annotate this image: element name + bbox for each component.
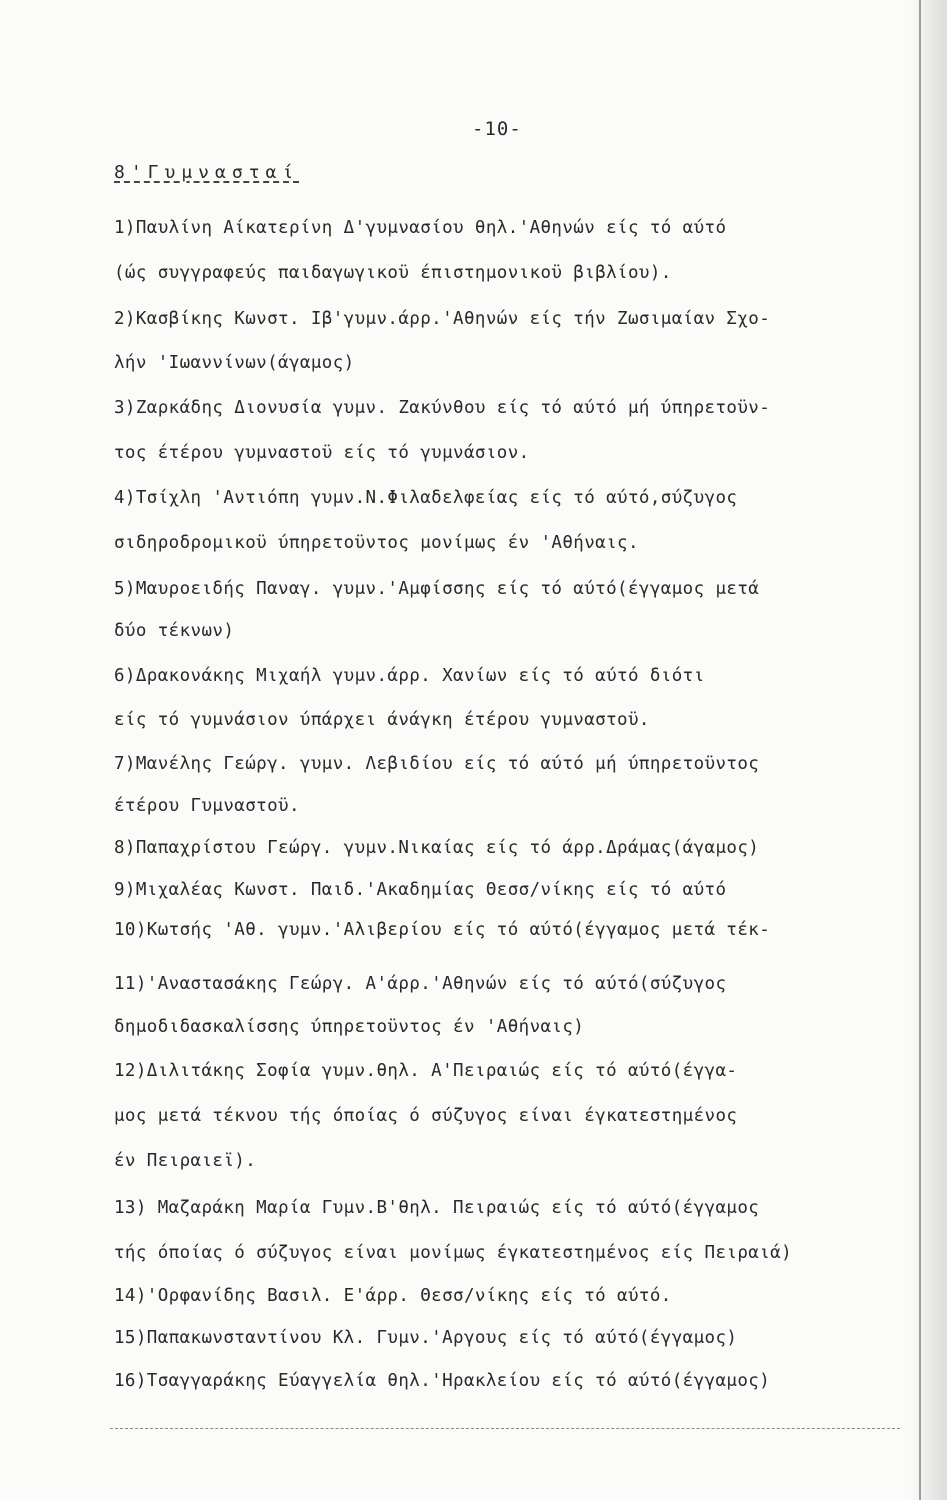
text-line: 12)Διλιτάκης Σοφία γυμν.θηλ. Α'Πειραιώς είς τό αύτό(έγγα- bbox=[114, 1061, 738, 1081]
text-line: 14)'Ορφανίδης Βασιλ. Ε'άρρ. Θεσσ/νίκης είς τό αύτό. bbox=[114, 1286, 672, 1306]
text-line: τος έτέρου γυμναστοϋ είς τό γυμνάσιον. bbox=[114, 443, 530, 463]
text-line: 11)'Αναστασάκης Γεώργ. Α'άρρ.'Αθηνών είς τό αύτό(σύζυγος bbox=[114, 974, 727, 994]
text-line: δημοδιδασκαλίσσης ύπηρετοϋντος έν 'Αθήναις) bbox=[114, 1017, 585, 1037]
text-line: έν Πειραιεϊ). bbox=[114, 1151, 257, 1171]
binding-line bbox=[919, 0, 921, 1500]
text-line: 2)Κασβίκης Κωνστ. Ιβ'γυμν.άρρ.'Αθηνών είς τήν Ζωσιμαίαν Σχο- bbox=[114, 309, 771, 329]
text-line: 6)Δρακονάκης Μιχαήλ γυμν.άρρ. Χανίων είς τό αύτό διότι bbox=[114, 666, 705, 686]
text-line: 8)Παπαχρίστου Γεώργ. γυμν.Νικαίας είς τό άρρ.Δράμας(άγαμος) bbox=[114, 838, 760, 858]
section-heading: 8'Γυμνασταί bbox=[114, 162, 300, 183]
page-number: -10- bbox=[472, 118, 522, 140]
text-line: 9)Μιχαλέας Κωνστ. Παιδ.'Ακαδημίας Θεσσ/νίκης είς τό αύτό bbox=[114, 880, 727, 900]
text-line: (ώς συγγραφεύς παιδαγωγικοϋ έπιστημονικοϋ βιβλίου). bbox=[114, 263, 672, 283]
binding-shadow bbox=[909, 0, 947, 1500]
text-line: 15)Παπακωνσταντίνου Κλ. Γυμν.'Αργους είς τό αύτό(έγγαμος) bbox=[114, 1328, 738, 1348]
text-line: 16)Τσαγγαράκης Εύαγγελία θηλ.'Ηρακλείου είς τό αύτό(έγγαμος) bbox=[114, 1371, 771, 1391]
text-line: 1)Παυλίνη Αίκατερίνη Δ'γυμνασίου θηλ.'Αθηνών είς τό αύτό bbox=[114, 218, 727, 238]
text-line: είς τό γυμνάσιον ύπάρχει άνάγκη έτέρου γυμναστοϋ. bbox=[114, 710, 650, 730]
text-line: λήν 'Ιωαννίνων(άγαμος) bbox=[114, 353, 355, 373]
text-line: έτέρου Γυμναστοϋ. bbox=[114, 796, 300, 816]
text-line: τής όποίας ό σύζυγος είναι μονίμως έγκατεστημένος είς Πειραιά) bbox=[114, 1243, 793, 1263]
text-line: 5)Μαυροειδής Παναγ. γυμν.'Αμφίσσης είς τό αύτό(έγγαμος μετά bbox=[114, 579, 760, 599]
text-line: 7)Μανέλης Γεώργ. γυμν. Λεβιδίου είς τό αύτό μή ύπηρετοϋντος bbox=[114, 754, 760, 774]
footer-rule bbox=[110, 1428, 900, 1429]
text-line: δύο τέκνων) bbox=[114, 621, 235, 641]
text-line: 13) Μαζαράκη Μαρία Γυμν.Β'θηλ. Πειραιώς είς τό αύτό(έγγαμος bbox=[114, 1198, 760, 1218]
text-line: σιδηροδρομικοϋ ύπηρετοϋντος μονίμως έν 'Αθήναις. bbox=[114, 533, 639, 553]
text-line: 3)Ζαρκάδης Διονυσία γυμν. Ζακύνθου είς τό αύτό μή ύπηρετοϋν- bbox=[114, 398, 771, 418]
text-line: 10)Κωτσής 'Αθ. γυμν.'Αλιβερίου είς τό αύτό(έγγαμος μετά τέκ- bbox=[114, 920, 771, 940]
text-line: μος μετά τέκνου τής όποίας ό σύζυγος είναι έγκατεστημένος bbox=[114, 1106, 738, 1126]
text-line: 4)Τσίχλη 'Αντιόπη γυμν.Ν.Φιλαδελφείας είς τό αύτό,σύζυγος bbox=[114, 488, 738, 508]
